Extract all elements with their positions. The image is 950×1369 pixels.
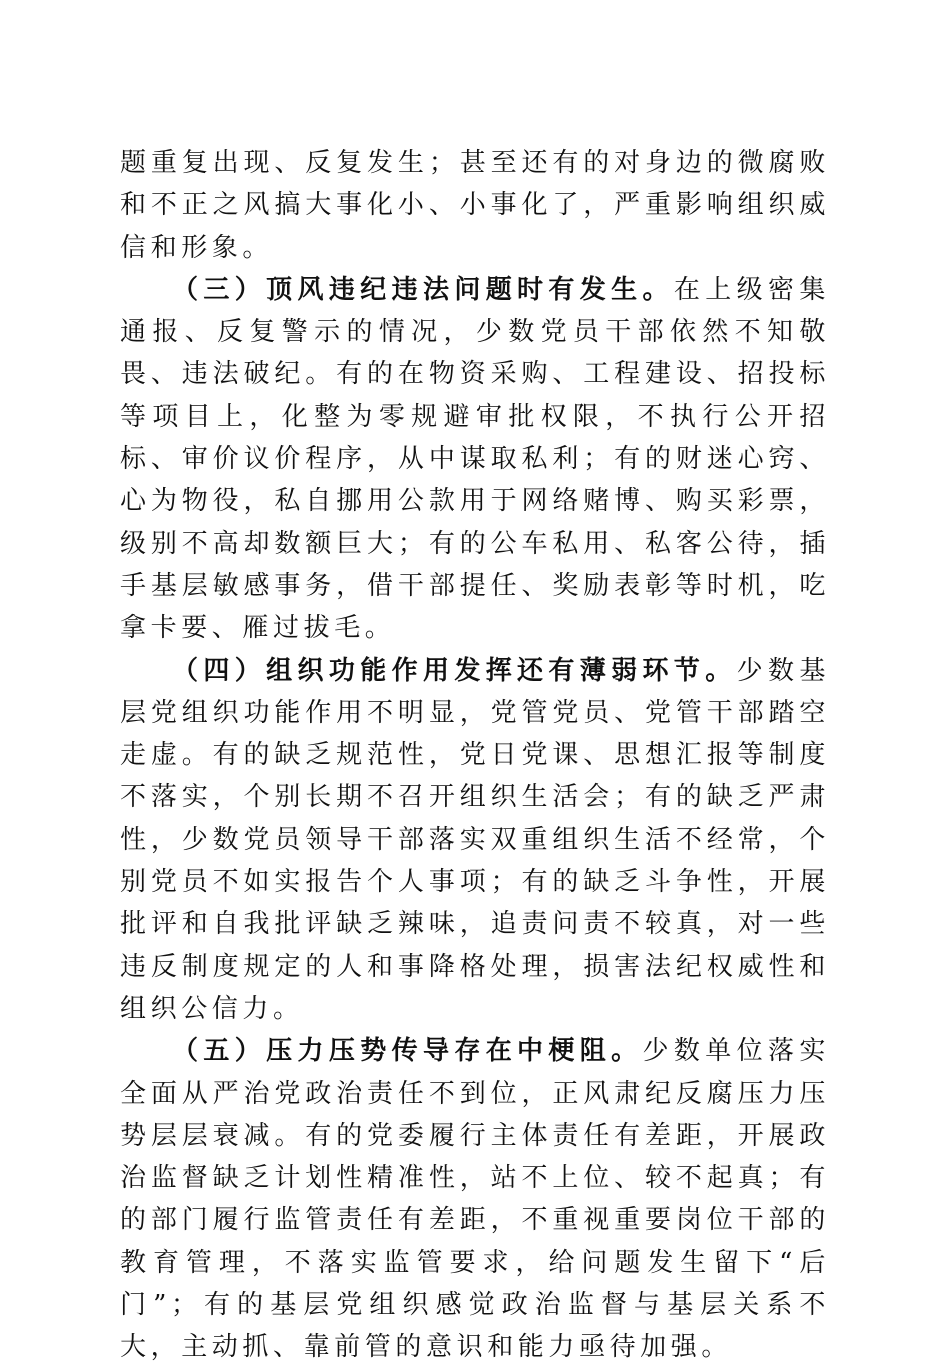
document-body [120,142,830,1369]
paragraph-text: 少数基层党组织功能作用不明显，党管党员、党管干部踏空走虚。有的缺乏规范性，党日党课、思想汇报等制度不落实，个别长期不召开组织生活会；有的缺乏严肃性，少数党员领导干部落实双重组织生活不经常，个别党员不如实报告个人事项；有的缺乏斗争性，开展批评和自我批评缺乏辣味，追责问责不较真，对一些违反制度规定的人和事降格处理，损害法纪权威性和组织公信力。 [120,655,830,1024]
paragraph-text: 在上级密集通报、反复警示的情况，少数党员干部依然不知敬畏、违法破纪。有的在物资采购、工程建设、招投标等项目上，化整为零规避审批权限，不执行公开招标、审价议价程序，从中谋取私利；有的财迷心窍、心为物役，私自挪用公款用于网络赌博、购买彩票，级别不高却数额巨大；有的公车私用、私客公待，插手基层敏感事务，借干部提任、奖励表彰等时机，吃拿卡要、雁过拔毛。 [120,274,830,644]
paragraph-section-3 [120,269,830,650]
section-heading-5: （五）压力压势传导存在中梗阻。 [172,1036,643,1067]
paragraph-continuation [120,142,830,269]
paragraph-section-5 [120,1030,830,1368]
section-heading-3: （三）顶风违纪违法问题时有发生。 [172,274,674,305]
paragraph-section-4 [120,650,830,1031]
paragraph-text: 少数单位落实全面从严治党政治责任不到位，正风肃纪反腐压力压势层层衰减。有的党委履行主体责任有差距，开展政治监督缺乏计划性精准性，站不上位、较不起真；有的部门履行监管责任有差距，不重视重要岗位干部的教育管理，不落实监管要求，给问题发生留下“后门”；有的基层党组织感觉政治监督与基层关系不大，主动抓、靠前管的意识和能力亟待加强。 [120,1036,830,1363]
paragraph-text: 题重复出现、反复发生；甚至还有的对身边的微腐败和不正之风搞大事化小、小事化了，严重影响组织威信和形象。 [120,148,830,263]
section-heading-4: （四）组织功能作用发挥还有薄弱环节。 [172,655,737,686]
